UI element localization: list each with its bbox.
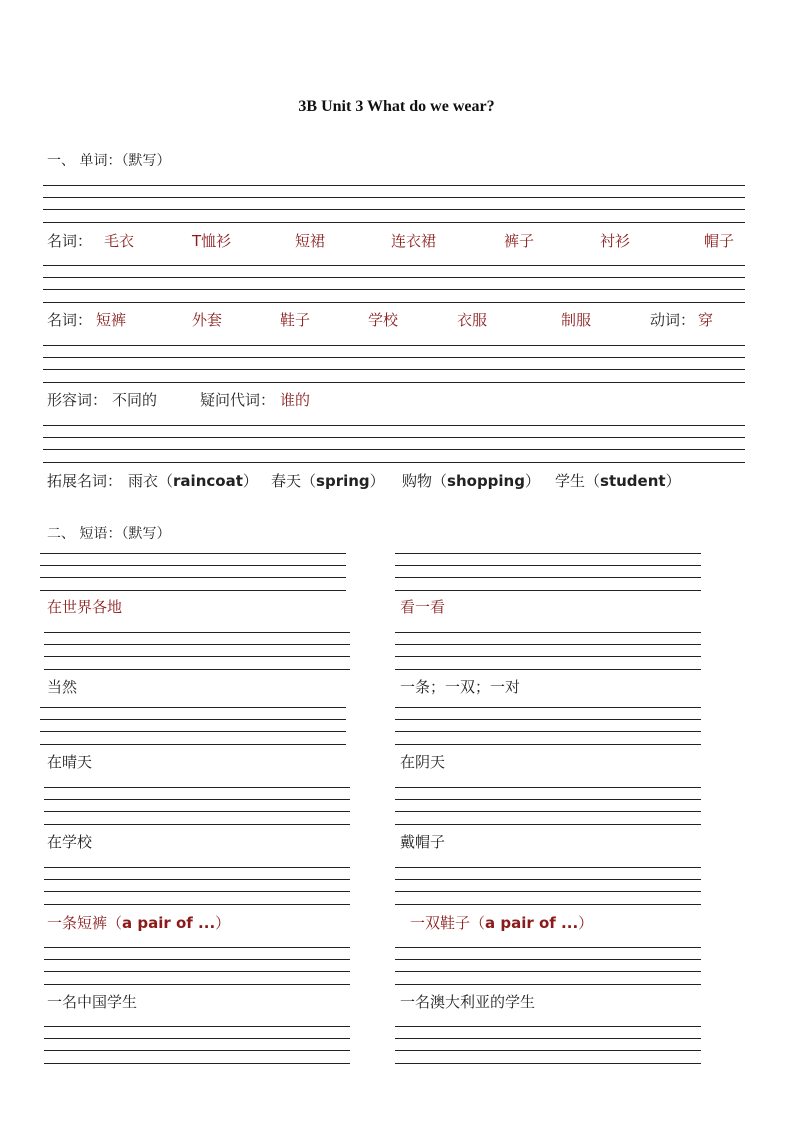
- pronoun-label: 疑问代词：: [200, 391, 276, 409]
- phrase-left-4: 在学校: [47, 833, 93, 851]
- section2-header: 二、 短语：（默写）: [47, 526, 171, 542]
- phrase-lines-left-4: [44, 867, 350, 907]
- phrase-left-2: 当然: [47, 678, 78, 696]
- nouns-label: 名词：: [47, 232, 93, 250]
- phrase-lines-left-0: [40, 553, 346, 593]
- writing-lines-4: [43, 425, 745, 465]
- ext-item-raincoat: 雨衣（raincoat）: [128, 472, 258, 490]
- word-shorts: 短裤: [96, 311, 127, 329]
- word-coat: 外套: [192, 311, 223, 329]
- phrase-cn: 一双鞋子: [410, 914, 471, 932]
- phrase-right-1: 看一看: [400, 598, 446, 616]
- word-school: 学校: [368, 311, 399, 329]
- word-shirt: 衬衫: [600, 232, 631, 250]
- phrase-en: a pair of ...: [485, 914, 579, 932]
- word-hat: 帽子: [704, 232, 735, 250]
- ext-en: spring: [316, 472, 370, 490]
- writing-lines-3: [43, 345, 745, 385]
- nouns-row-1: [47, 230, 92, 251]
- phrase-lines-right-4: [395, 867, 701, 907]
- phrase-lines-right-3: [395, 787, 701, 827]
- phrase-lines-left-2: [40, 707, 346, 747]
- word-whose: 谁的: [280, 391, 311, 409]
- phrase-right-5: 一双鞋子（a pair of ...）: [410, 914, 594, 932]
- phrase-lines-right-0: [395, 553, 701, 593]
- word-different: 不同的: [112, 391, 158, 409]
- adjective-label: 形容词：: [47, 391, 108, 409]
- nouns-label-2: 名词：: [47, 311, 93, 329]
- phrase-en: a pair of ...: [122, 914, 216, 932]
- phrase-left-1: 在世界各地: [47, 598, 123, 616]
- phrase-left-3: 在晴天: [47, 753, 93, 771]
- word-clothes: 衣服: [457, 311, 488, 329]
- phrase-left-6: 一名中国学生: [47, 993, 138, 1011]
- phrase-lines-right-5: [395, 947, 701, 987]
- phrase-lines-right-1: [395, 632, 701, 672]
- ext-cn: 春天: [271, 472, 302, 490]
- phrase-left-5: 一条短裤（a pair of ...）: [47, 914, 231, 932]
- writing-lines-1: [43, 185, 745, 225]
- phrase-right-6: 一名澳大利亚的学生: [400, 993, 536, 1011]
- worksheet-title: 3B Unit 3 What do we wear?: [298, 98, 495, 115]
- ext-en: student: [600, 472, 666, 490]
- ext-item-shopping: 购物（shopping）: [402, 472, 540, 490]
- phrase-right-3: 在阴天: [400, 753, 446, 771]
- word-uniform: 制服: [561, 311, 592, 329]
- phrase-lines-right-6: [395, 1026, 701, 1066]
- verb-label: 动词：: [650, 311, 696, 329]
- phrase-lines-left-1: [44, 632, 350, 672]
- word-tshirt: T恤衫: [192, 232, 232, 250]
- word-sweater: 毛衣: [104, 232, 135, 250]
- word-wear: 穿: [698, 311, 714, 329]
- phrase-right-2: 一条；一双；一对: [400, 678, 521, 696]
- phrase-lines-left-6: [44, 1026, 350, 1066]
- section1-header: 一、 单词：（默写）: [47, 153, 171, 169]
- phrase-lines-right-2: [395, 707, 701, 747]
- word-trousers: 裤子: [504, 232, 535, 250]
- phrase-right-4: 戴帽子: [400, 833, 446, 851]
- writing-lines-2: [43, 265, 745, 305]
- ext-item-spring: 春天（spring）: [271, 472, 385, 490]
- phrase-lines-left-3: [44, 787, 350, 827]
- phrase-cn: 一条短裤: [47, 914, 108, 932]
- ext-item-student: 学生（student）: [555, 472, 681, 490]
- ext-en: raincoat: [173, 472, 243, 490]
- ext-cn: 购物: [402, 472, 433, 490]
- phrase-lines-left-5: [44, 947, 350, 987]
- extension-label: 拓展名词：: [47, 472, 123, 490]
- ext-en: shopping: [447, 472, 525, 490]
- word-shoes: 鞋子: [280, 311, 311, 329]
- ext-cn: 学生: [555, 472, 586, 490]
- ext-cn: 雨衣: [128, 472, 159, 490]
- word-skirt: 短裙: [295, 232, 326, 250]
- word-dress: 连衣裙: [391, 232, 437, 250]
